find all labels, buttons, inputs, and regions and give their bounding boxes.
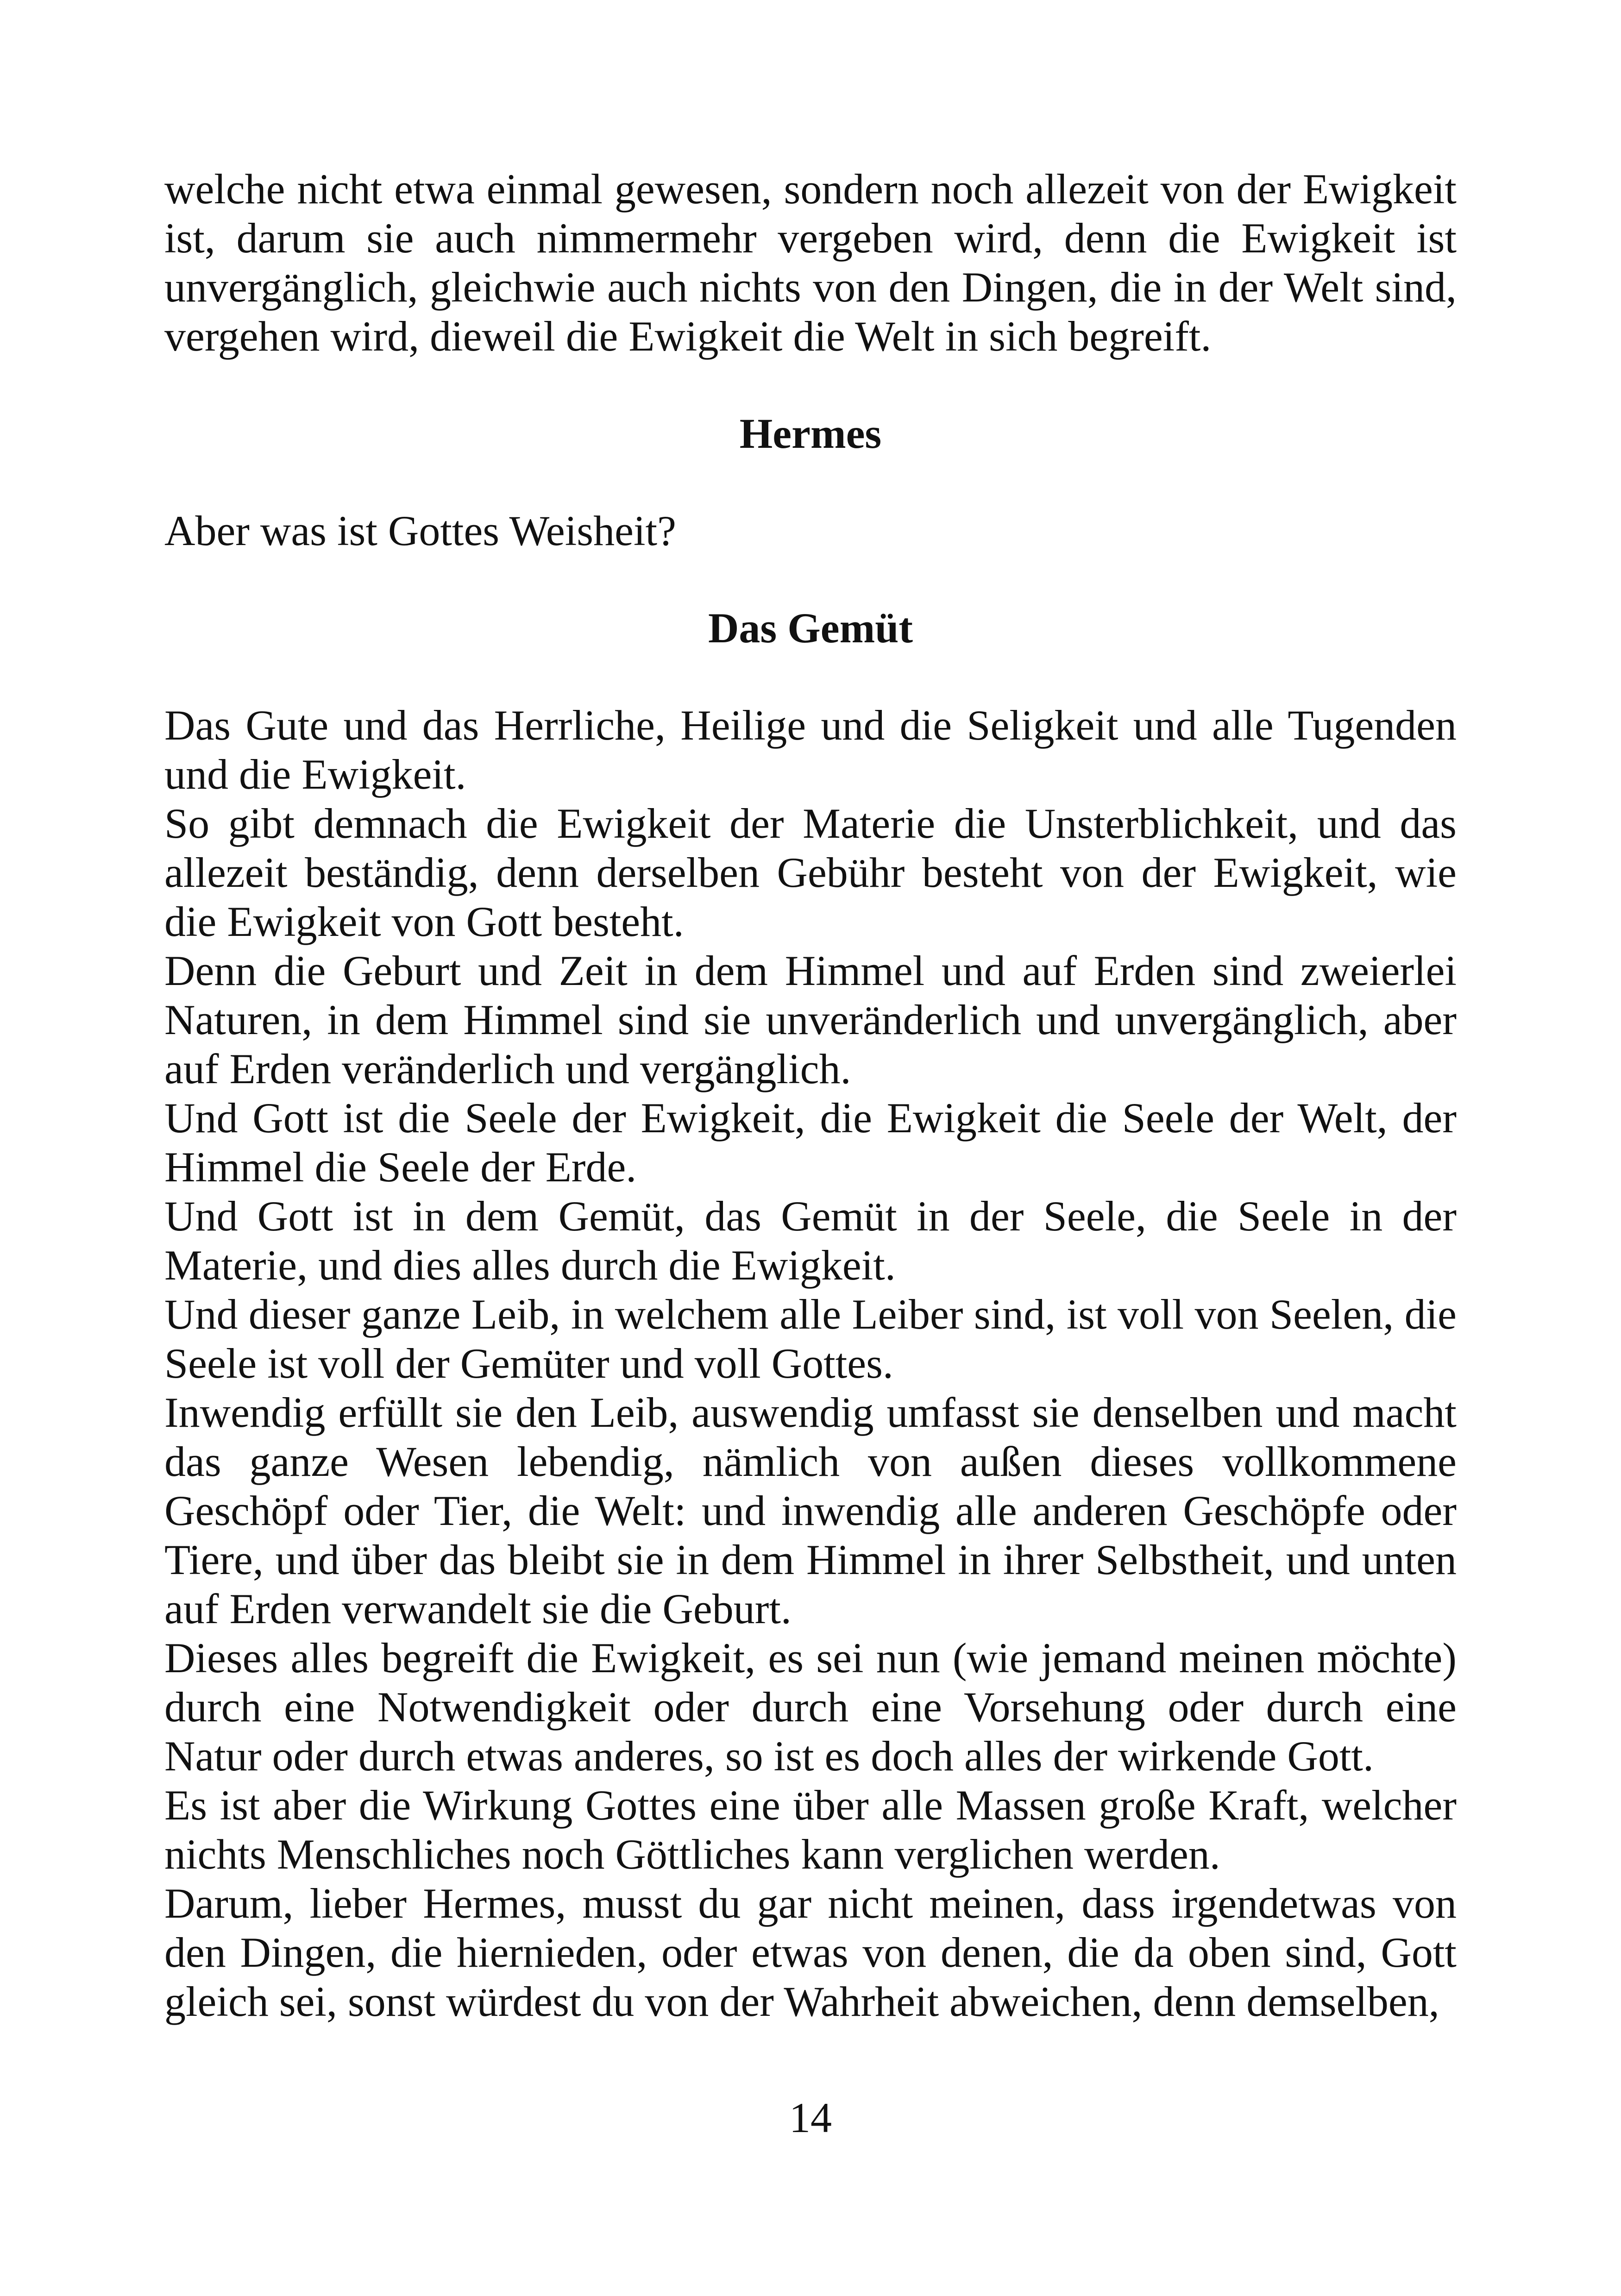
opening-paragraph: welche nicht etwa einmal gewesen, sondern noch allezeit von der Ewigkeit ist, darum sie auch nimmermehr vergeben wird, denn die Ewigkeit ist unvergänglich, gleichwie auch nichts von den Dingen, die in der Welt sind, vergehen wird, dieweil die Ewigkeit die Welt in sich begreift. bbox=[164, 165, 1457, 360]
answer-paragraph: Und Gott ist die Seele der Ewigkeit, die Ewigkeit die Seele der Welt, der Himmel die Seele der Erde. bbox=[164, 1094, 1457, 1191]
answer-paragraph: Dieses alles begreift die Ewigkeit, es sei nun (wie jemand meinen möchte) durch eine Notwendigkeit oder durch eine Vorsehung oder durch eine Natur oder durch etwas anderes, so ist es doch alles der wirkende Gott. bbox=[164, 1634, 1457, 1780]
page-body bbox=[164, 164, 1457, 2026]
answer-paragraph: Darum, lieber Hermes, musst du gar nicht meinen, dass irgendetwas von den Dingen, die hiernieden, oder etwas von denen, die da oben sind, Gott gleich sei, sonst würdest du von der Wahrheit abweichen, denn demselben, bbox=[164, 1880, 1457, 2025]
answer-paragraph: Und Gott ist in dem Gemüt, das Gemüt in der Seele, die Seele in der Materie, und dies alles durch die Ewigkeit. bbox=[164, 1192, 1457, 1289]
speaker-heading-gemuet: Das Gemüt bbox=[708, 604, 913, 652]
answer-paragraph: Denn die Geburt und Zeit in dem Himmel und auf Erden sind zweierlei Naturen, in dem Himmel sind sie unveränderlich und unvergänglich, aber auf Erden veränderlich und vergänglich. bbox=[164, 947, 1457, 1092]
speaker-heading-hermes: Hermes bbox=[739, 410, 882, 457]
answer-paragraph: Und dieser ganze Leib, in welchem alle Leiber sind, ist voll von Seelen, die Seele ist voll der Gemüter und voll Gottes. bbox=[164, 1291, 1457, 1387]
answer-paragraph: So gibt demnach die Ewigkeit der Materie die Unsterblichkeit, und das allezeit beständig, denn derselben Gebühr besteht von der Ewigkeit, wie die Ewigkeit von Gott besteht. bbox=[164, 800, 1457, 945]
answer-paragraph: Das Gute und das Herrliche, Heilige und die Seligkeit und alle Tugenden und die Ewigkeit. bbox=[164, 702, 1457, 798]
answer-block bbox=[164, 701, 1457, 2026]
answer-paragraph: Inwendig erfüllt sie den Leib, auswendig umfasst sie denselben und macht das ganze Wesen lebendig, nämlich von außen dieses vollkommene Geschöpf oder Tier, die Welt: und inwendig alle anderen Geschöpfe oder Tiere, und über das bleibt sie in dem Himmel in ihrer Selbstheit, und unten auf Erden verwandelt sie die Geburt. bbox=[164, 1389, 1457, 1632]
question-paragraph: Aber was ist Gottes Weisheit? bbox=[164, 507, 676, 554]
page-number: 14 bbox=[789, 2094, 832, 2141]
answer-paragraph: Es ist aber die Wirkung Gottes eine über alle Massen große Kraft, welcher nichts Menschliches noch Göttliches kann verglichen werden. bbox=[164, 1782, 1457, 1878]
